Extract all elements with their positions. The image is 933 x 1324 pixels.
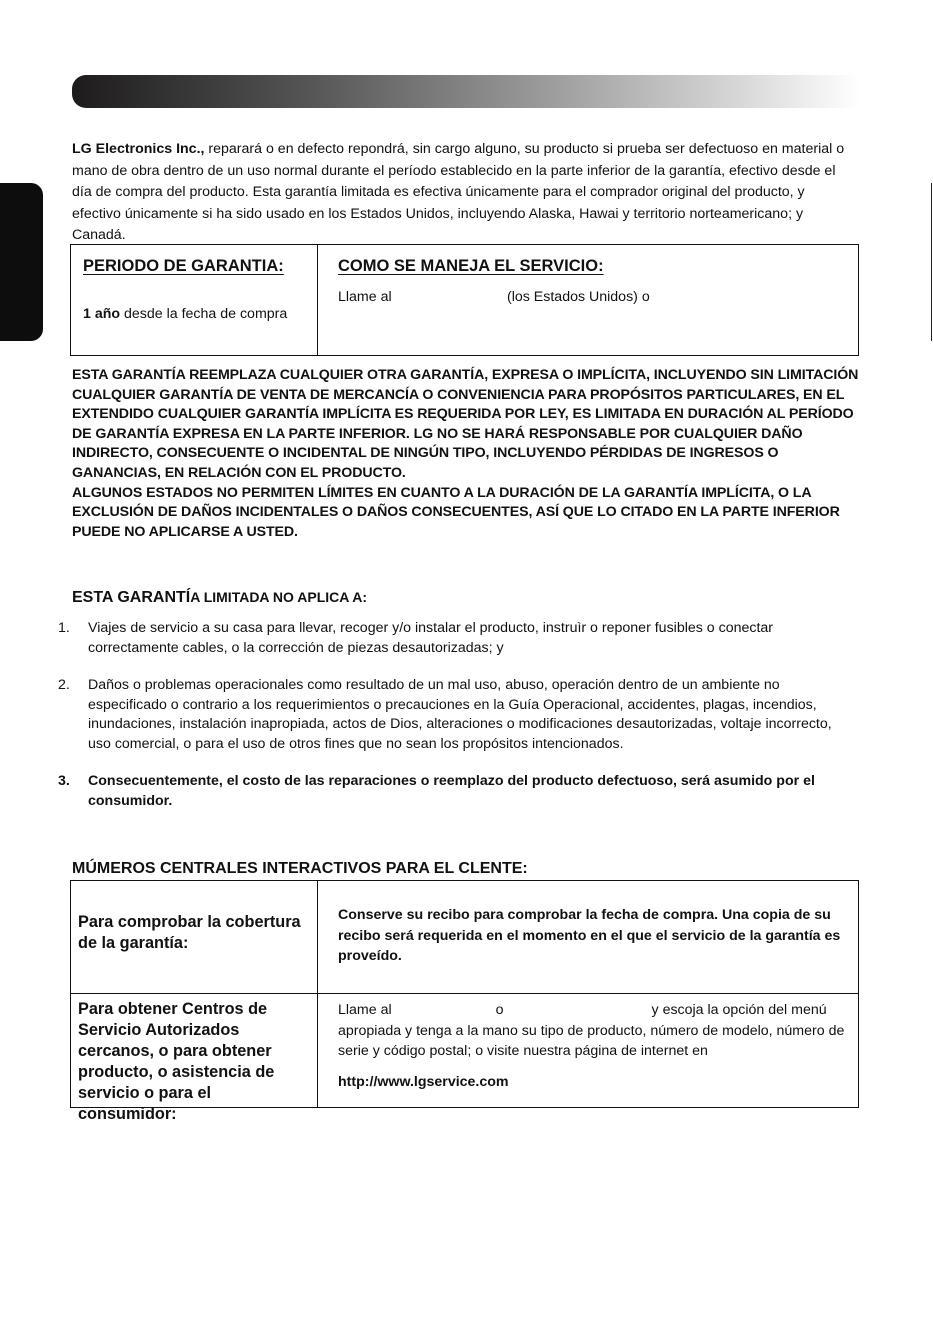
service-centers-or: o: [495, 1002, 504, 1018]
list-item-number: 3.: [58, 773, 70, 789]
intro-paragraph: [72, 139, 857, 247]
disclaimer-paragraph-1: ESTA GARANTÍA REEMPLAZA CUALQUIER OTRA GARANTÍA, EXPRESA O IMPLÍCITA, INCLUYENDO SIN LIMITACIÓN CUALQUIER GARANTÍA DE VENTA DE MERCANCÍA O CONVENIENCIA PARA PROPÓSITOS PARTICULARES, EN EL EXTENDIDO CUALQUIER GARANTÍA IMPLÍCITA ES REQUERIDA POR LEY, ES LIMITADA EN DURACIÓN AL PERÍODO DE GARANTÍA EXPRESA EN LA PARTE INFERIOR. LG NO SE HARÁ RESPONSABLE POR CUALQUIER DAÑO INDIRECTO, CONSECUENTE O INCIDENTAL DE NINGÚN TIPO, INCLUYENDO PÉRDIDAS DE INGRESOS O GANANCIAS, EN RELACIÓN CON EL PRODUCTO.: [72, 367, 859, 481]
disclaimer-block: [72, 366, 862, 542]
list-item-number: 1.: [58, 620, 70, 636]
exclusions-title: [72, 589, 367, 607]
table-divider: [71, 993, 858, 994]
contact-title: MÚMEROS CENTRALES INTERACTIVOS PARA EL CLENTE:: [72, 860, 528, 877]
list-item-text: Viajes de servicio a su casa para llevar, recoger y/o instalar el producto, instruìr o reponer fusibles o conectar correctamente cables, o la corrección de piezas desautorizadas; y: [88, 620, 774, 656]
contact-table: [70, 880, 859, 1123]
period-description: desde la fecha de compra: [120, 306, 288, 322]
service-website-link[interactable]: http://www.lgservice.com: [338, 1074, 509, 1090]
list-item: [58, 772, 858, 811]
company-name: LG Electronics Inc.,: [72, 141, 205, 157]
warranty-period-table: [70, 244, 859, 356]
service-heading: COMO SE MANEJA EL SERVICIO:: [338, 257, 604, 275]
intro-text: reparará o en defecto repondrá, sin cargo alguno, su producto si prueba ser defectuoso en material o mano de obra dentro de un uso normal durante el período establecido en la parte inferior de la garantía, efectivo desde el día de compra del producto. Esta garantía limitada es efectiva únicamente para el comprador original del producto, y efectivo únicamente si ha sido usado en los Estados Unidos, incluyendo Alaska, Hawai y territorio norteamericano; y Canadá.: [72, 141, 845, 244]
header-gradient-bar: [72, 75, 860, 108]
service-region-label: (los Estados Unidos) o: [507, 289, 650, 305]
exclusions-title-small: A LIMITADA NO APLICA A:: [190, 589, 368, 605]
service-centers-text: [338, 1000, 853, 1062]
list-item-text: Daños o problemas operacionales como resultado de un mal uso, abuso, operación dentro de un ambiente no especificado o contrario a los requerimientos o precauciones en la Guía Operacional, accidentes, plagas, incendios, inundaciones, instalación inapropiada, actos de Dios, alteraciones o modificaciones desautorizadas, voltaje incorrecto, uso comercial, o para el uso de otros fines que no sean los propósitos intencionados.: [88, 677, 832, 752]
list-item: [58, 619, 858, 658]
coverage-text: Conserve su recibo para comprobar la fecha de compra. Una copia de su recibo será requerida en el momento en el que el servicio de la garantía es proveído.: [338, 907, 841, 965]
right-edge-rule: [931, 183, 932, 341]
service-centers-rest: y escoja la opción del menú apropiada y tenga a la mano su tipo de producto, número de modelo, número de serie y código postal; o visite nuestra página de internet en: [338, 1002, 845, 1060]
list-item: [58, 676, 858, 754]
service-centers-call: Llame al: [338, 1002, 392, 1018]
disclaimer-paragraph-2: ALGUNOS ESTADOS NO PERMITEN LÍMITES EN CUANTO A LA DURACIÓN DE LA GARANTÍA IMPLÍCITA, O LA EXCLUSIÓN DE DAÑOS INCIDENTALES O DAÑOS CONSECUENTES, ASÍ QUE LO CITADO EN LA PARTE INFERIOR PUEDE NO APLICARSE A USTED.: [72, 484, 840, 540]
coverage-label: Para comprobar la cobertura de la garantía:: [78, 913, 301, 952]
table-divider: [317, 245, 318, 355]
service-call-label: Llame al: [338, 289, 392, 305]
exclusions-title-main: ESTA GARANTÍ: [72, 589, 191, 606]
service-centers-label: Para obtener Centros de Servicio Autorizados cercanos, o para obtener producto, o asistencia de servicio o para el consumidor:: [78, 1000, 275, 1123]
list-item-number: 2.: [58, 677, 70, 693]
period-duration: 1 año: [83, 306, 121, 322]
period-heading: PERIODO DE GARANTIA:: [83, 257, 284, 275]
list-item-text: Consecuentemente, el costo de las reparaciones o reemplazo del producto defectuoso, será asumido por el consumidor.: [88, 773, 815, 809]
period-value: [83, 306, 287, 322]
table-divider: [317, 881, 318, 1107]
side-language-tab: [0, 183, 43, 341]
